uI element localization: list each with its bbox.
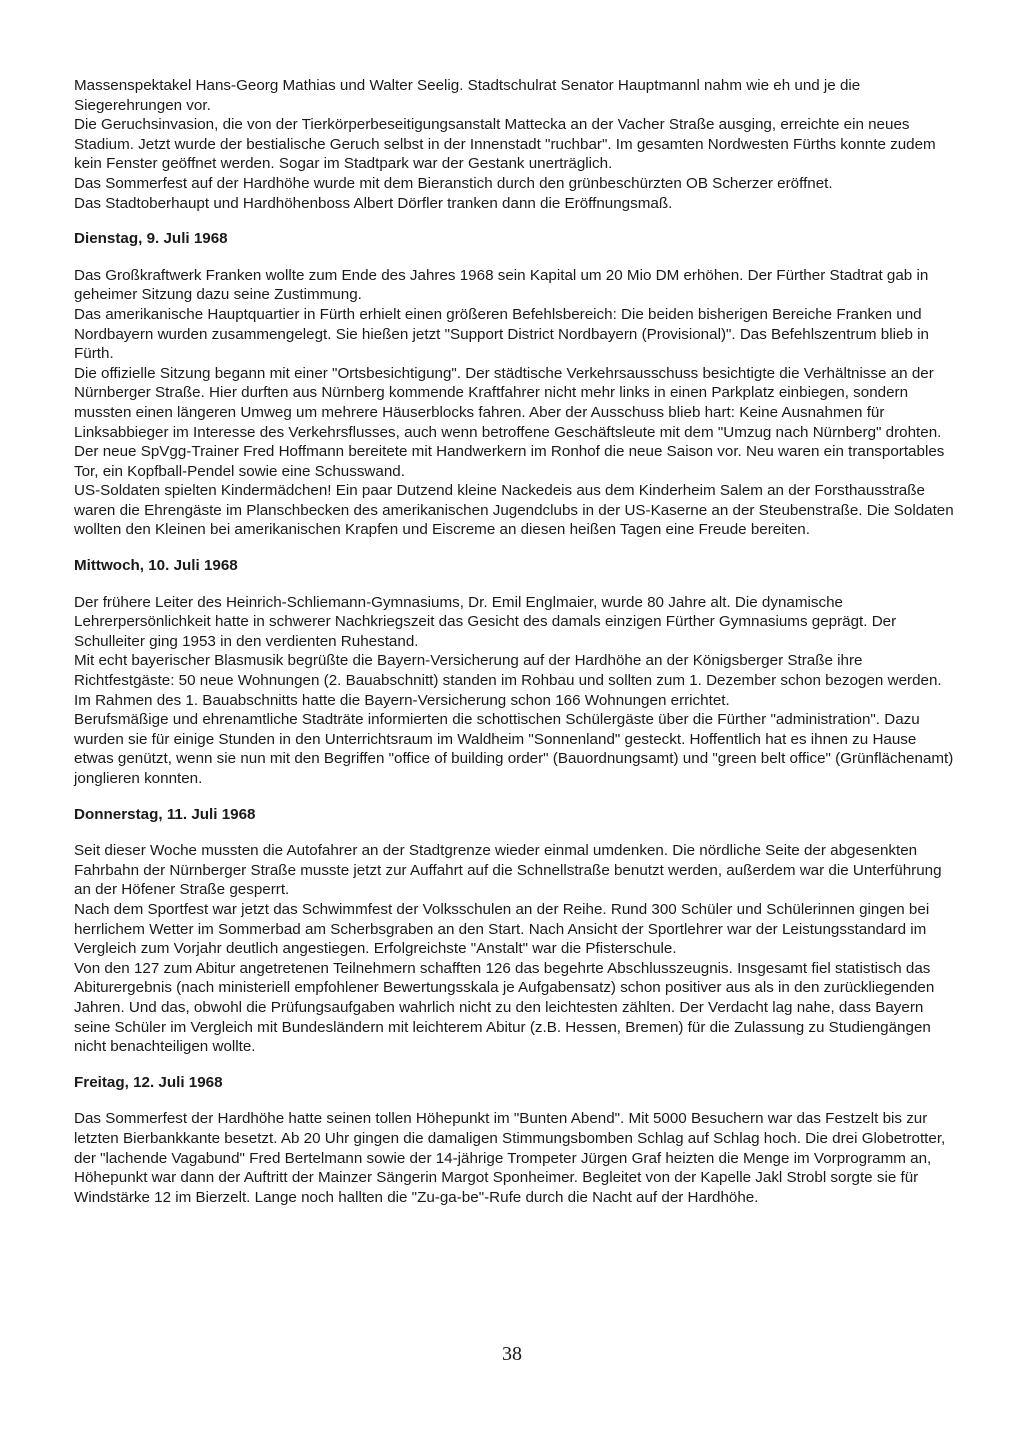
section-paragraph: Berufsmäßige und ehrenamtliche Stadträte informierten die schottischen Schülergäste über die Fürther "administration". Dazu wurden sie für einige Stunden in den Unterrichtsraum im Waldheim "Sonnenland" gesteckt. Hoffentlich hat es ihnen zu Hause etwas genützt, wenn sie nun mit den Begriffen "office of building order" (Bauordnungsamt) und "green belt office" (Grünflächenamt) jonglieren konnten. [74,711,954,787]
section-donnerstag [74,805,954,1057]
section-heading: Dienstag, 9. Juli 1968 [74,230,228,248]
document-body [74,76,954,1207]
intro-paragraph: Das Stadtoberhaupt und Hardhöhenboss Albert Dörfler tranken dann die Eröffnungsmaß. [74,194,673,212]
section-paragraph: Seit dieser Woche mussten die Autofahrer an der Stadtgrenze wieder einmal umdenken. Die nördliche Seite der abgesenkten Fahrbahn der Nürnberger Straße musste jetzt zur Auffahrt auf die Schnellstraße benutzt werden, außerdem war die Unterführung an der Höfener Straße gesperrt. [74,842,942,899]
intro-paragraph: Massenspektakel Hans-Georg Mathias und Walter Seelig. Stadtschulrat Senator Hauptmannl nahm wie eh und je die Siegerehrungen vor. [74,77,861,114]
page-number: 38 [502,1343,522,1365]
section-paragraph: Die offizielle Sitzung begann mit einer "Ortsbesichtigung". Der städtische Verkehrsausschuss besichtigte die Verhältnisse an der Nürnberger Straße. Hier durften aus Nürnberg kommende Kraftfahrer nicht mehr links in einen Parkplatz einbiegen, sondern mussten einen längeren Umweg um mehrere Häuserblocks fahren. Aber der Ausschuss blieb hart: Keine Ausnahmen für Linksabbieger im Interesse des Verkehrsflusses, auch wenn betroffene Geschäftsleute mit dem "Umzug nach Nürnberg" drohten. [74,364,942,441]
section-heading: Freitag, 12. Juli 1968 [74,1073,223,1091]
intro-paragraph: Das Sommerfest auf der Hardhöhe wurde mit dem Bieranstich durch den grünbeschürzten OB Scherzer eröffnet. [74,174,833,192]
section-paragraph: Der neue SpVgg-Trainer Fred Hoffmann bereitete mit Handwerkern im Ronhof die neue Saison vor. Neu waren ein transportables Tor, ein Kopfball-Pendel sowie eine Schusswand. [74,443,945,480]
section-freitag [74,1073,954,1208]
section-mittwoch [74,556,954,789]
section-paragraph: US-Soldaten spielten Kindermädchen! Ein paar Dutzend kleine Nackedeis aus dem Kinderheim Salem an der Forsthausstraße waren die Ehrengäste im Planschbecken des amerikanischen Jugendclubs in der US-Kaserne an der Steubenstraße. Die Soldaten wollten den Kleinen bei amerikanischen Krapfen und Eiscreme an diesen heißen Tagen eine Freude bereiten. [74,482,954,539]
section-paragraph: Das Großkraftwerk Franken wollte zum Ende des Jahres 1968 sein Kapital um 20 Mio DM erhöhen. Der Fürther Stadtrat gab in geheimer Sitzung dazu seine Zustimmung. [74,266,929,304]
section-paragraph: Von den 127 zum Abitur angetretenen Teilnehmern schafften 126 das begehrte Abschlusszeugnis. Insgesamt fiel statistisch das Abiturergebnis (nach ministeriell empfohlener Bewertungsskala je Aufgabensatz) schon positiver aus als in den zurückliegenden Jahren. Und das, obwohl die Prüfungsaufgaben wahrlich nicht zu den leichtesten zählten. Der Verdacht lag nahe, dass Bayern seine Schüler im Vergleich mit Bundesländern mit leichterem Abitur (z.B. Hessen, Bremen) für die Zulassung zu Studiengängen nicht benachteiligen wollte. [74,959,935,1056]
intro-block [74,76,954,213]
section-paragraph: Das Sommerfest der Hardhöhe hatte seinen tollen Höhepunkt im "Bunten Abend". Mit 5000 Besuchern war das Festzelt bis zur letzten Bierbankkante besetzt. Ab 20 Uhr gingen die damaligen Stimmungsbomben Schlag auf Schlag hoch. Die drei Globetrotter, der "lachende Vagabund" Fred Bertelmann sowie der 14-jährige Trompeter Jürgen Graf heizten die Menge im Vorprogramm an, Höhepunkt war dann der Auftritt der Mainzer Sängerin Margot Sponheimer. Begleitet von der Kapelle Jakl Strobl sorgte sie für Windstärke 12 im Bierzelt. Lange noch hallten die "Zu-ga-be"-Rufe durch die Nacht auf der Hardhöhe. [74,1110,946,1206]
section-paragraph: Mit echt bayerischer Blasmusik begrüßte die Bayern-Versicherung auf der Hardhöhe an der Königsberger Straße ihre Richtfestgäste: 50 neue Wohnungen (2. Bauabschnitt) standen im Rohbau und sollten zum 1. Dezember schon bezogen werden. Im Rahmen des 1. Bauabschnitts hatte die Bayern-Versicherung schon 166 Wohnungen errichtet. [74,652,942,709]
section-heading: Mittwoch, 10. Juli 1968 [74,557,238,575]
section-paragraph: Der frühere Leiter des Heinrich-Schliemann-Gymnasiums, Dr. Emil Englmaier, wurde 80 Jahre alt. Die dynamische Lehrerpersönlichkeit hatte in schwerer Nachkriegszeit das Gesicht des damals einzigen Fürther Gymnasiums geprägt. Der Schulleiter ging 1953 in den verdienten Ruhestand. [74,593,897,650]
section-paragraph: Das amerikanische Hauptquartier in Fürth erhielt einen größeren Befehlsbereich: Die beiden bisherigen Bereiche Franken und Nordbayern wurden zusammengelegt. Sie hießen jetzt "Support District Nordbayern (Provisional)". Das Befehlszentrum blieb in Fürth. [74,305,929,363]
intro-paragraph: Die Geruchsinvasion, die von der Tierkörperbeseitigungsanstalt Mattecka an der Vacher Straße ausging, erreichte ein neues Stadium. Jetzt wurde der bestialische Geruch selbst in der Innenstadt "ruchbar". Im gesamten Nordwesten Fürths konnte zudem kein Fenster geöffnet werden. Sogar im Stadtpark war der Gestank unerträglich. [74,116,936,173]
section-dienstag [74,229,954,540]
section-paragraph: Nach dem Sportfest war jetzt das Schwimmfest der Volksschulen an der Reihe. Rund 300 Schüler und Schülerinnen gingen bei herrlichem Wetter im Sommerbad am Scherbsgraben an den Start. Nach Ansicht der Sportlehrer war der Leistungsstandard im Vergleich zum Vorjahr deutlich angestiegen. Erfolgreichste "Anstalt" war die Pfisterschule. [74,900,930,958]
section-heading: Donnerstag, 11. Juli 1968 [74,805,256,823]
